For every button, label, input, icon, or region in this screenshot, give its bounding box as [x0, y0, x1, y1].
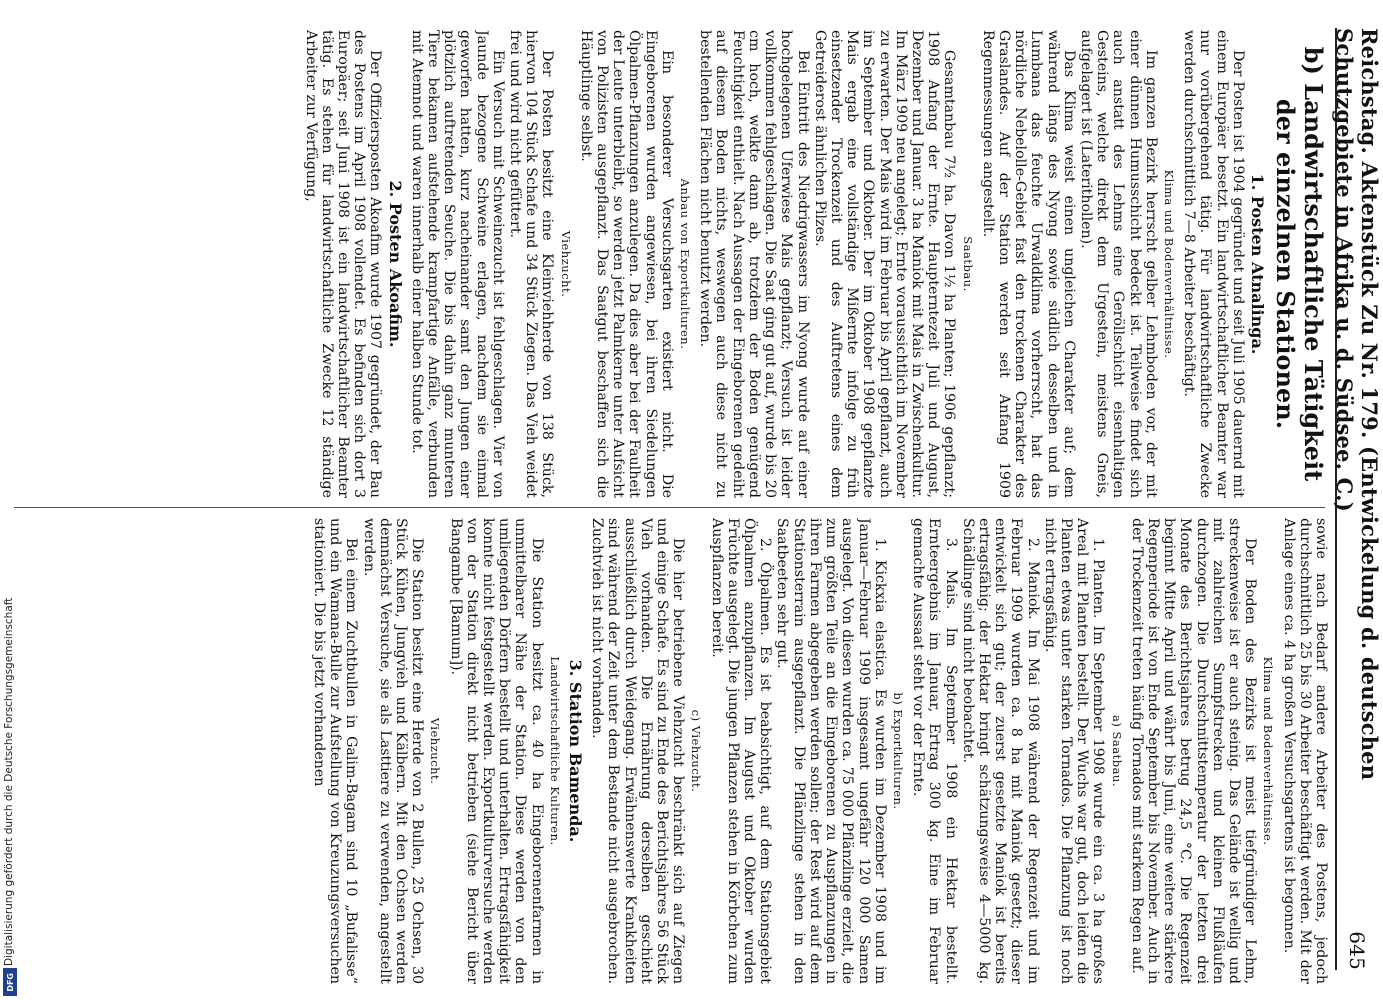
paragraph: 2. Maniok. Im Mai 1908 während der Regenzeit und im Februar 1909 wurden ca. 8 ha mit Maniok gesetzt; dieser entwickelt sich gut; der zuerst gesetzte Maniok ist bereits ertragsfähig; der Hektar bringt schätzungsweise 4—5000 kg. Schädlinge sind nicht beobachtet. [959, 518, 1041, 984]
paragraph: Bei Eintritt des Niedrigwassers im Nyong wurde auf einer hochgelegenen Uferwiese Mais gepflanzt; Versuch ist leider vollkommen fehlgeschlagen. Die Saat ging gut auf, wurde bis 20 cm hoch, welkte dann ab, trotzdem der Boden genügend Feuchtigkeit enthielt. Nach Aussagen der Eingeborenen gedeiht auf diesem Boden nichts, weswegen auch diese nicht zu bestellenden Flächen nicht benutzt werden. [697, 30, 811, 498]
paragraph: 2. Ölpalmen. Es ist beabsichtigt, auf dem Stationsgebiet Ölpalmen anzupflanzen. Im August und Oktober wurden Früchte ausgelegt. Die jungen Pflanzen stehen in Körbchen zum Auspflanzen bereit. [708, 518, 774, 984]
subheading-saatbau: a) Saatbau. [1109, 715, 1124, 787]
subheading-klima: Klima und Bodenverhältnisse. [1161, 169, 1176, 359]
paragraph: Gesamtanbau 7½ ha. Davon 1½ ha Planten; 1906 gepflanzt; 1908 Anfang der Ernte. Haupterntezeit Juli und August, Dezember und Januar. 3 ha Maniok mit Mais in Zwischenkultur. Im März 1909 neu angelegt; Ernte voraussichtlich im November zu erwarten. Der Mais wird im Februar bis April gepflanzt, auch im September und Oktober. Der im Oktober 1908 gepflanzte Mais ergab eine vollständige Mißernte infolge zu früh einsetzender Trockenzeit und des Auftretens eines dem Getreiderost ähnlichen Pilzes. [811, 30, 958, 498]
paragraph: Ein besonderer Versuchsgarten existiert nicht. Die Eingeborenen wurden angewiesen, bei ihren Siedelungen Ölpalmen-Pflanzungen anzulegen. Da dies aber bei der Faulheit der Leute unterbleibt, so werden jetzt Palmkerne unter Aufsicht von Polizisten ausgepflanzt. Das Saatgut beschaffen sich die Häuptlinge selbst. [577, 30, 675, 498]
station-heading-atnalinga: 1. Posten Atnalinga. [1248, 173, 1267, 355]
paragraph: 1. Kickxia elastica. Es wurden im Dezember 1908 und im Januar—Februar 1909 insgesamt ungefähr 120 000 Samen ausgelegt. Von diesen wurden ca. 75 000 Pflänzlinge erzielt, die zum größten Teile an die Eingeborenen zu Auspflanzungen in ihren Farmen abgegeben werden sollen; der Rest wird auf dem Stationsterrain ausgepflanzt. Die Pflänzlinge stehen in den Saatbeeten sehr gut. [774, 518, 888, 984]
subheading-klima: Klima und Bodenverhältnisse. [1261, 656, 1276, 846]
paragraph: Das Klima weist einen ungleichen Charakter auf; dem während längs des Nyong sowie südlich desselben und in Lumbana das feuchte Urwaldklima vorherrscht, hat das nördliche Nebelolle-Gebiet fast den trockenen Charakter des Graslandes. Auf der Station werden seit Anfang 1909 Regenmessungen angestellt. [979, 30, 1077, 498]
column-divider [14, 507, 1325, 508]
station-heading-bamenda: 3. Station Bamenda. [566, 659, 586, 843]
paragraph: sowie nach Bedarf andere Arbeiter des Postens, jedoch durchschnittlich 25 bis 30 Arbeiter beschäftigt werden. Mit der Anlage eines ca. 4 ha großen Versuchsgartens ist begonnen. [1280, 518, 1329, 984]
paragraph: 3. Mais. Im September 1908 ein Hektar bestellt. Ernteergebnis im Januar, Ertrag 300 kg. Eine im Februar gemachte Aussaat steht vor der Ernte. [910, 518, 959, 984]
paragraph: Im ganzen Bezirk herrscht gelber Lehmboden vor, der mit einer dünnen Humusschicht bedeckt ist. Teilweise findet sich auch anstatt des Lehms eine Geröllschicht eisenhaltigen Gesteins, welche direkt dem Urgestein, meistens Gneis, aufgelagert ist (Laterithollen). [1077, 30, 1159, 498]
main-heading-line1: b) Landwirtschaftliche Tätigkeit [1299, 46, 1328, 482]
paragraph: Der Posten ist 1904 gegründet und seit Juli 1905 dauernd mit einem Europäer besetzt. Ein landwirtschaftlicher Beamter war nur vorübergehend tätig. Für landwirtschaftliche Zwecke werden durchschnittlich 7—8 Arbeiter beschäftigt. [1181, 30, 1246, 498]
page-number: 645 [1345, 931, 1369, 970]
paragraph: Die Station besitzt ca. 40 ha Eingeborenenfarmen in unmittelbarer Nähe der Station. Diese werden von den umliegenden Dörfern bestellt und unterhalten. Ertragsfähigkeit konnte nicht festgestellt werden. Exportkulturversuche werden von der Station direkt nicht betrieben (siehe Bericht über Bangambe [Bamum]). [447, 518, 545, 984]
subheading-viehzucht: c) Viehzucht. [689, 709, 704, 793]
paragraph: Ein Versuch mit Schweinezucht ist fehlgeschlagen. Vier von Jaunde bezogene Schweine erlagen, nachdem sie einmal geworfen hatten, kurz nacheinander samt den Jungen einer plötzlich auftretenden Seuche. Die bis dahin ganz munteren Tiere bekamen aufstehende krampfartige Anfälle, verbunden mit Atemnot und waren innerhalb einer halben Stunde tot. [408, 30, 506, 498]
subheading-viehzucht: Viehzucht. [428, 717, 443, 785]
paragraph: Der Posten besitzt eine Kleinviehherde von 138 Stück, hiervon 104 Stück Schafe und 34 Stück Ziegen. Das Vieh weidet frei und wird nicht gefüttert. [507, 30, 556, 498]
funding-note: Digitalisierung gefördert durch die Deutsche Forschungsgemeinschaft [3, 597, 15, 966]
paragraph: Die hier betriebene Viehzucht beschränkt sich auf Ziegen und einige Schafe. Es sind zu Ende des Berichtsjahres 56 Stück Vieh vorhanden. Die Ernährung derselben geschieht ausschließlich durch Weidegang. Erwähnenswerte Krankheiten sind während der Zeit unter dem Bestande nicht ausgebrochen. Zuchtvieh ist nicht vorhanden. [589, 518, 687, 984]
subheading-export: Anbau von Exportkulturen. [678, 178, 693, 350]
paragraph: Die Station besitzt eine Herde von 2 Bullen, 25 Ochsen, 30 Stück Kühen, Jungvieh und Kälbern. Mit den Ochsen werden demnächst Versuche, sie als Lasttiere zu verwenden, angestellt werden. [360, 518, 426, 984]
dfg-logo-text: DFG [5, 972, 15, 992]
paragraph: Der Offiziersposten Akoafim wurde 1907 gegründet, der Bau des Postens im April 1908 vollendet. Es befinden sich dort 3 Europäer; seit Juni 1908 ist ein landwirtschaftlicher Beamter tätig. Es stehen für landwirtschaftliche Zwecke 12 ständige Arbeiter zur Verfügung, [302, 30, 384, 498]
left-column [10, 30, 1329, 498]
subheading-exportkulturen: b) Exportkulturen. [890, 692, 905, 810]
running-title: Reichstag. Aktenstück Zu Nr. 179. (Entwickelung d. deutschen Schutzgebiete in Afrika u. d. Südsee. C.) [1332, 28, 1382, 781]
station-heading-akoafim: 2. Posten Akoafim. [385, 180, 405, 348]
subheading-saatbau: Saatbau. [960, 236, 975, 292]
subheading-kulturen: Landwirtschaftliche Kulturen. [547, 656, 562, 846]
main-heading-line2: der einzelnen Stationen. [1271, 98, 1300, 430]
paragraph: 1. Planten. Im September 1908 wurde ein ca. 3 ha großes Areal mit Planten bestellt. Der Wuchs war gut, doch leiden die Planten etwas unter starken Tornados. Die Pflanzung ist noch nicht ertragsfähig. [1041, 518, 1107, 984]
subheading-viehzucht: Viehzucht. [558, 230, 573, 298]
page-header [1332, 28, 1382, 970]
paragraph: Der Boden des Bezirks ist meist tiefgründiger Lehm, streckenweise ist er auch steinig. Das Gelände ist wellig und mit zahlreichen Sumpfstrecken und kleinen Flußläufen durchzogen. Die Durchschnittstemperatur der letzten drei Monate des Berichtsjahres betrug 24,5 °C. Die Regenzeit beginnt Mitte April und währt bis Juni, eine weitere stärkere Regenperiode ist von Ende September bis November. Auch in der Trockenzeit treten häufig Tornados mit starkem Regen auf. [1128, 518, 1259, 984]
main-heading [1271, 30, 1327, 498]
paragraph: Bei einem Zuchtbullen in Galim-Bagam sind 10 „Bufalisse“ und ein Wamana-Bulle zur Aufstellung von Kreuzungsversuchen stationiert. Die bis jetzt vorhandenen [311, 518, 360, 984]
right-column [10, 518, 1329, 984]
